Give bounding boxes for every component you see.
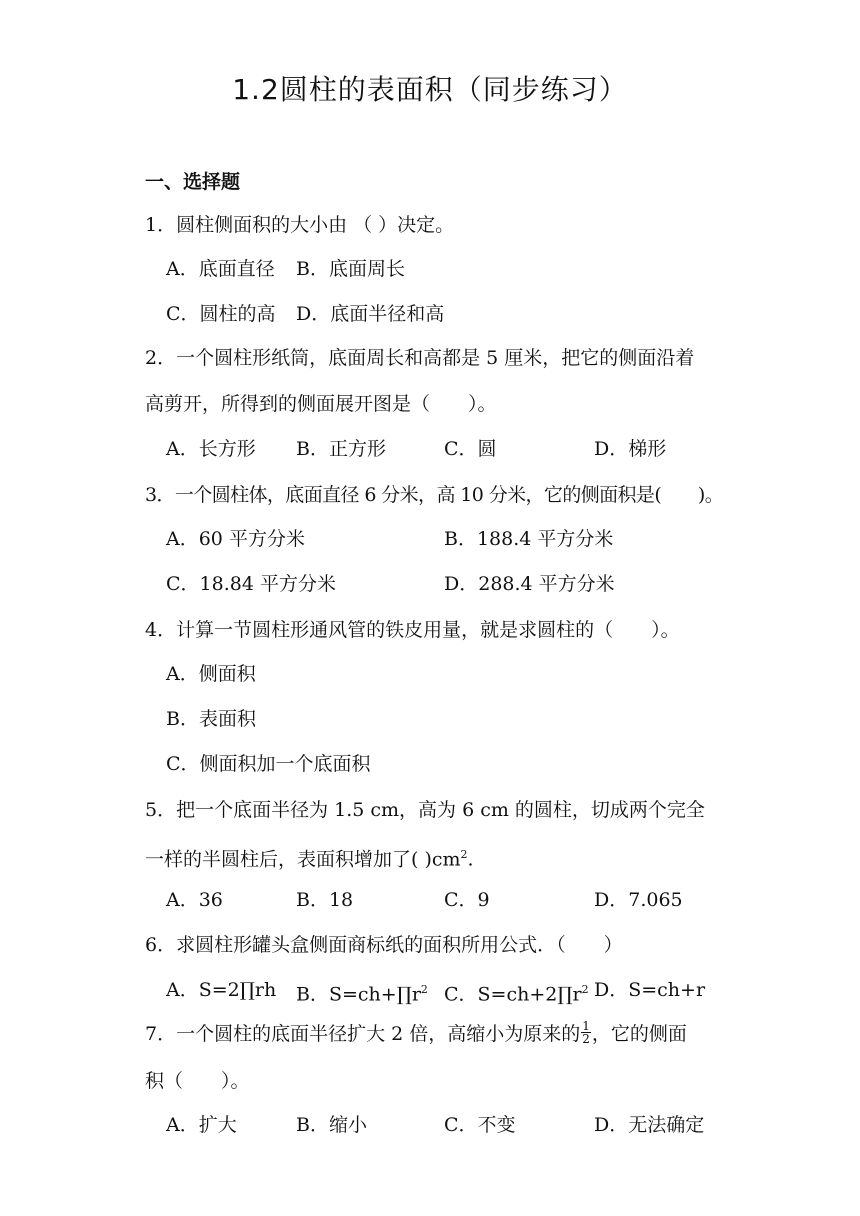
question-6-option-c [444, 978, 589, 1006]
superscript: 2 [420, 983, 428, 996]
question-5-stem-line2 [145, 843, 474, 871]
question-3-option-c: C．18.84 平方分米 [166, 573, 336, 595]
fraction [581, 1020, 591, 1045]
question-7-option-c: C．不变 [444, 1114, 516, 1136]
question-3-option-b: B．188.4 平方分米 [444, 528, 614, 550]
question-6-option-a: A．S=2∏rh [166, 979, 277, 1001]
question-4-option-a: A．侧面积 [166, 663, 256, 685]
question-2-stem-line1: 2．一个圆柱形纸筒，底面周长和高都是 5 厘米，把它的侧面沿着 [145, 347, 695, 369]
question-7-option-a: A．扩大 [166, 1114, 237, 1136]
question-2-stem-line2: 高剪开，所得到的侧面展开图是（ ）。 [145, 393, 497, 415]
question-6-option-c-text: C．S=ch+2∏r [444, 983, 582, 1006]
question-2-option-c: C．圆 [444, 438, 497, 460]
question-1-option-b: B．底面周长 [296, 258, 405, 280]
question-1-stem: 1．圆柱侧面积的大小由 （ ）决定。 [145, 214, 455, 236]
question-3-option-a: A．60 平方分米 [166, 528, 305, 550]
question-6-option-b-text: B．S=ch+∏r [296, 983, 421, 1006]
question-6-option-b [296, 978, 428, 1006]
question-7-option-d: D．无法确定 [594, 1114, 705, 1136]
superscript: 2 [581, 983, 589, 996]
question-3-stem: 3．一个圆柱体，底面直径 6 分米，高 10 分米，它的侧面积是( )。 [145, 484, 724, 506]
question-6-option-d: D．S=ch+r [594, 979, 706, 1001]
question-7-stem-text: 7．一个圆柱的底面半径扩大 2 倍，高缩小为原来的 [145, 1023, 581, 1045]
question-4-stem: 4．计算一节圆柱形通风管的铁皮用量，就是求圆柱的（ ）。 [145, 619, 680, 641]
question-1-option-d: D．底面半径和高 [296, 303, 445, 325]
question-5-option-a: A．36 [166, 889, 223, 911]
question-5-option-b: B．18 [296, 889, 354, 911]
fraction-denominator: 2 [582, 1031, 590, 1046]
question-5-option-c: C．9 [444, 889, 490, 911]
question-5-stem-line2-text: 一样的半圆柱后，表面积增加了( )cm [145, 848, 461, 871]
question-4-option-c: C．侧面积加一个底面积 [166, 753, 371, 775]
superscript: 2 [460, 848, 468, 861]
question-7-stem-line1 [145, 1018, 687, 1048]
question-2-option-d: D．梯形 [594, 438, 667, 460]
page-title: 1.2圆柱的表面积（同步练习） [232, 73, 628, 106]
question-6-stem: 6．求圆柱形罐头盒侧面商标纸的面积所用公式．（ ） [145, 934, 623, 956]
section-heading: 一、选择题 [145, 171, 241, 193]
question-5-stem-line1: 5．把一个底面半径为 1.5 cm，高为 6 cm 的圆柱，切成两个完全 [145, 799, 705, 821]
question-1-option-a: A．底面直径 [166, 258, 275, 280]
question-7-option-b: B．缩小 [296, 1114, 367, 1136]
question-7-stem-line2: 积（ ）。 [145, 1070, 250, 1092]
question-7-stem-text-end: ，它的侧面 [591, 1023, 687, 1045]
question-4-option-b: B．表面积 [166, 708, 256, 730]
question-2-option-a: A．长方形 [166, 438, 256, 460]
question-5-stem-line2-end: . [467, 848, 474, 871]
question-1-option-c: C．圆柱的高 [166, 303, 276, 325]
question-2-option-b: B．正方形 [296, 438, 386, 460]
fraction-numerator: 1 [582, 1018, 590, 1033]
question-3-option-d: D．288.4 平方分米 [444, 573, 615, 595]
question-5-option-d: D．7.065 [594, 889, 683, 911]
